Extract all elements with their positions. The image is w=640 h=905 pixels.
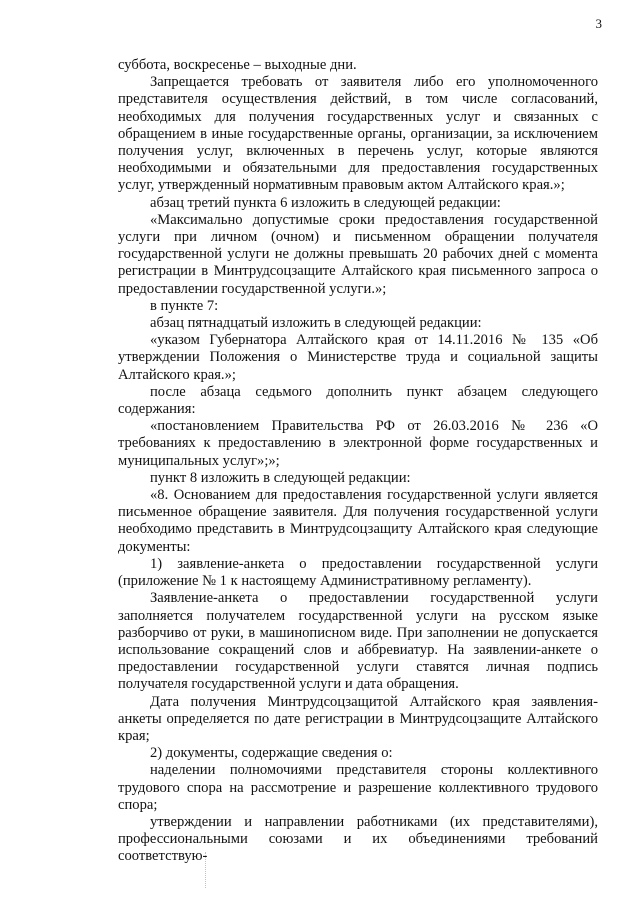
paragraph-12: 1) заявление-анкета о предоставлении государственной услуги (приложение № 1 к настоящему Административному регламенту). [118, 555, 598, 590]
paragraph-3: абзац третий пункта 6 изложить в следующей редакции: [150, 194, 501, 211]
paragraph-14: Дата получения Минтрудсоцзащитой Алтайского края заявления-анкеты определяется по дате регистрации в Минтрудсоцзащите Алтайского края; [118, 693, 598, 744]
paragraph-8: после абзаца седьмого дополнить пункт абзацем следующего содержания: [118, 383, 598, 418]
paragraph-2: Запрещается требовать от заявителя либо его уполномоченного представителя осуществления действий, в том числе согласований, необходимых для получения государственных услуг и связанных с обращением в иные государственные органы, организации, за исключением получения услуг, включенных в перечень услуг, которые являются необходимыми и обязательными для предоставления государственных услуг, утвержденный нормативным правовым актом Алтайского края.»; [118, 74, 598, 194]
paragraph-15: 2) документы, содержащие сведения о: [150, 745, 393, 762]
paragraph-6: абзац пятнадцатый изложить в следующей редакции: [150, 315, 482, 332]
page-number: 3 [595, 16, 602, 31]
paragraph-11: «8. Основанием для предоставления государственной услуги является письменное обращение заявителя. Для получения государственной услуги необходимо представить в Минтрудсоцзащиту Алтайского края следующие документы: [118, 487, 598, 555]
paragraph-4: «Максимально допустимые сроки предоставления государственной услуги при личном (очном) и письменном обращении получателя государственной услуги не должны превышать 20 рабочих дней с момента регистрации в Минтрудсоцзащите Алтайского края письменного запроса о предоставлении государственной услуги.»; [118, 211, 598, 297]
paragraph-5: в пункте 7: [150, 297, 219, 314]
paragraph-13: Заявление-анкета о предоставлении государственной услуги заполняется получателем государственной услуги на русском языке разборчиво от руки, в машинописном виде. При заполнении не допускается использование сокращений слов и аббревиатур. На заявлении-анкете о предоставлении государственной услуги ставятся личная подпись получателя государственной услуги и дата обращения. [118, 590, 598, 693]
paragraph-16: наделении полномочиями представителя стороны коллективного трудового спора на рассмотрение и разрешение коллективного трудового спора; [118, 762, 598, 813]
paragraph-9: «постановлением Правительства РФ от 26.03.2016 № 236 «О требованиях к предоставлению в электронной форме государственных и муниципальных услуг»;»; [118, 418, 598, 469]
paragraph-10: пункт 8 изложить в следующей редакции: [150, 469, 411, 486]
paragraph-7: «указом Губернатора Алтайского края от 14.11.2016 № 135 «Об утверждении Положения о Министерстве труда и социальной защиты Алтайского края.»; [118, 332, 598, 383]
document-body [118, 57, 598, 866]
paragraph-1: суббота, воскресенье – выходные дни. [118, 57, 357, 73]
scan-artifact [205, 852, 208, 888]
paragraph-17: утверждении и направлении работниками (их представителями), профессиональными союзами и их объединениями требований соответствую- [118, 813, 598, 865]
